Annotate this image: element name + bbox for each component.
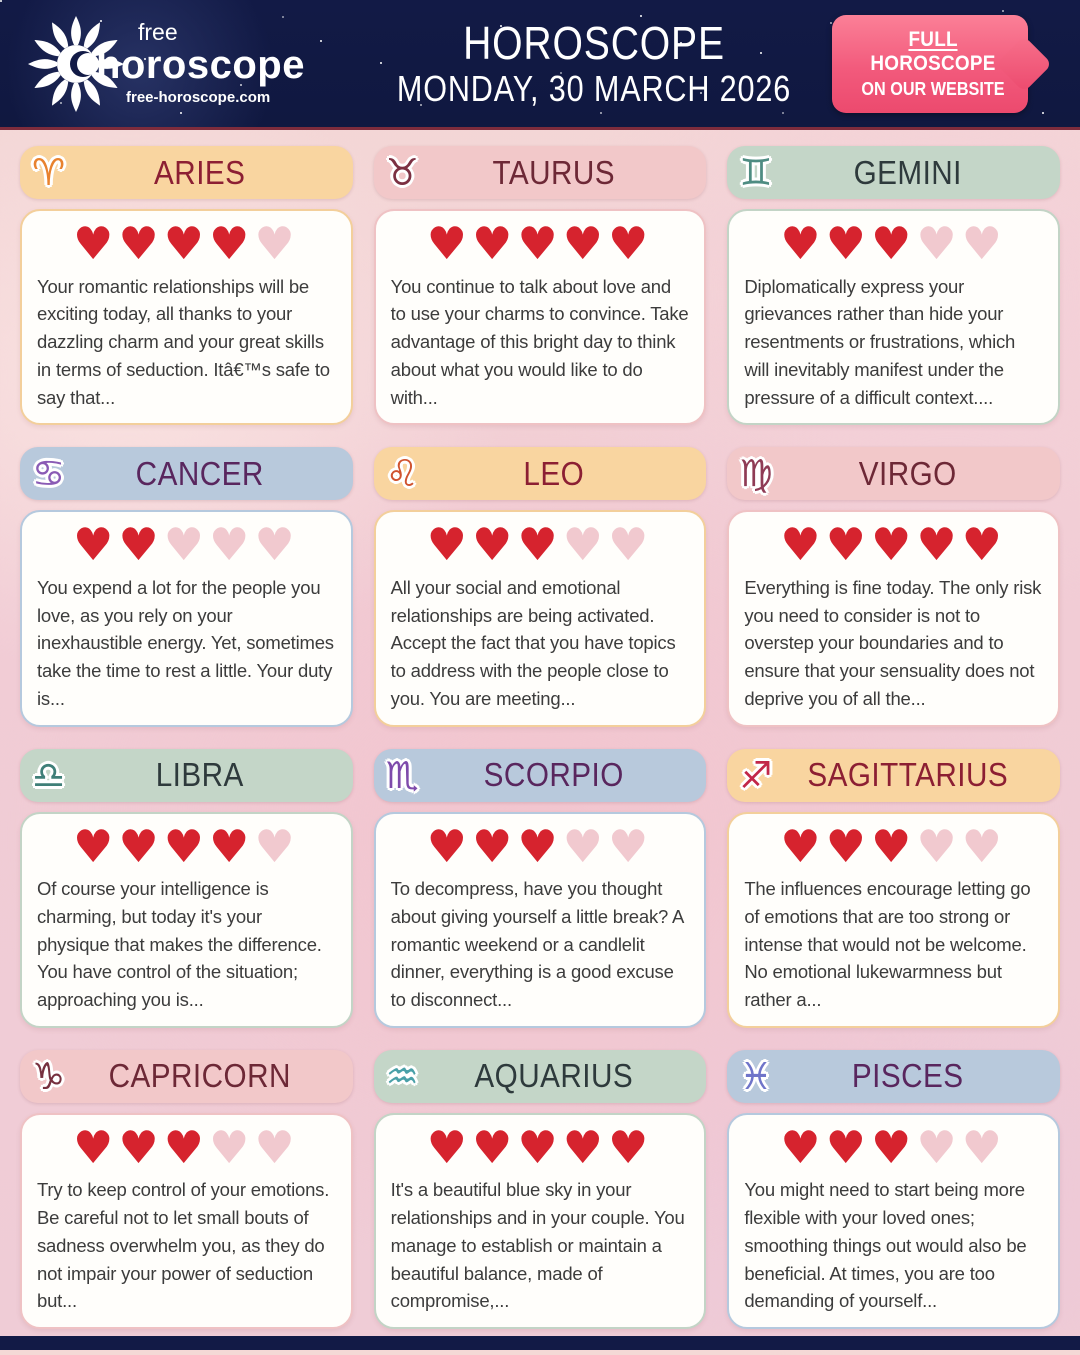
sign-description: Of course your intelligence is charming, but today it's your physique that makes the difference. You have control of the situation; approaching you is... <box>37 878 322 1010</box>
heart-rating <box>391 1120 690 1174</box>
page-title-date: MONDAY, 30 MARCH 2026 <box>396 68 792 110</box>
cancer-crab-icon: ♋ <box>32 452 66 496</box>
sign-section <box>374 146 707 425</box>
footer-bar <box>0 1336 1080 1350</box>
sign-name: AQUARIUS <box>474 1057 633 1095</box>
sign-card <box>374 812 707 1028</box>
heart-icon: ♥ <box>961 819 1008 873</box>
capricorn-goat-icon: ♑ <box>32 1054 66 1098</box>
sign-description: Your romantic relationships will be exciting today, all thanks to your dazzling charm and your great skills in terms of seduction. Itâ€™s safe to say that... <box>37 275 330 408</box>
sign-name: SAGITTARIUS <box>806 756 1008 793</box>
star-field <box>0 0 2 2</box>
libra-scales-icon: ♎ <box>32 753 66 797</box>
sagittarius-bow-icon: ♐ <box>739 753 773 797</box>
sign-section <box>374 1050 707 1329</box>
sign-card <box>727 1113 1060 1329</box>
sign-header[interactable] <box>374 1050 707 1103</box>
heart-rating <box>744 219 1043 269</box>
sign-description: The influences encourage letting go of emotions that are too strong or intense that would not be welcome. No emotional lukewarmness but rather a... <box>744 878 1031 1010</box>
heart-icon: ♥ <box>426 819 472 873</box>
cta-line1 <box>857 28 1010 76</box>
sign-header[interactable] <box>20 146 353 199</box>
heart-rating <box>37 1120 336 1174</box>
heart-icon: ♥ <box>517 518 563 572</box>
sign-name: PISCES <box>851 1057 964 1095</box>
heart-icon: ♥ <box>118 819 164 873</box>
sign-name: LIBRA <box>155 756 244 793</box>
heart-icon: ♥ <box>870 819 917 873</box>
heart-icon: ♥ <box>209 819 255 873</box>
sign-name: VIRGO <box>858 454 957 492</box>
heart-icon: ♥ <box>825 819 871 873</box>
heart-icon: ♥ <box>608 1120 654 1174</box>
leo-lion-icon: ♌ <box>385 452 419 496</box>
heart-icon: ♥ <box>426 518 472 572</box>
sign-section <box>727 447 1060 726</box>
heart-icon: ♥ <box>825 217 871 270</box>
heart-icon: ♥ <box>118 1120 164 1174</box>
heart-icon: ♥ <box>825 518 871 572</box>
page-title-main: HOROSCOPE <box>463 16 725 69</box>
heart-icon: ♥ <box>254 819 300 873</box>
sign-name: ARIES <box>154 153 246 191</box>
sign-description: You continue to talk about love and to use your charms to convince. Take advantage of this bright day to think about what you would like to do with... <box>390 275 689 408</box>
heart-icon: ♥ <box>517 1120 563 1174</box>
sign-description: It's a beautiful blue sky in your relationships and in your couple. You manage to establish or maintain a beautiful balance, made of compromise,... <box>390 1179 685 1312</box>
sign-card <box>20 1113 353 1329</box>
sign-card <box>727 510 1060 726</box>
sign-header[interactable] <box>374 749 707 802</box>
logo-domain-label: free-horoscope.com <box>126 89 271 106</box>
sign-header[interactable] <box>374 146 707 199</box>
heart-rating <box>37 819 336 873</box>
heart-icon: ♥ <box>118 518 164 572</box>
sign-card <box>20 510 353 726</box>
sign-section <box>727 1050 1060 1329</box>
heart-rating <box>391 219 690 269</box>
heart-icon: ♥ <box>916 518 962 572</box>
site-logo[interactable] <box>26 14 356 114</box>
heart-icon: ♥ <box>517 217 563 270</box>
cta-rest-word: HOROSCOPE <box>870 51 996 75</box>
horoscope-grid <box>0 130 1080 1355</box>
heart-icon: ♥ <box>608 819 654 873</box>
heart-icon: ♥ <box>870 217 917 270</box>
sign-description: You expend a lot for the people you love, as you rely on your inexhaustible energy. Yet, sometimes take the time to rest a little. Your duty is... <box>37 576 334 709</box>
heart-icon: ♥ <box>608 518 654 572</box>
sign-header[interactable] <box>727 1050 1060 1103</box>
heart-rating <box>744 520 1043 570</box>
heart-icon: ♥ <box>961 217 1008 270</box>
sign-card <box>374 1113 707 1329</box>
sign-card <box>20 209 353 425</box>
heart-icon: ♥ <box>72 518 119 572</box>
heart-icon: ♥ <box>780 217 826 270</box>
sign-description: To decompress, have you thought about giving yourself a little break? A romantic weekend or a candlelit dinner, everything is a good excuse to disconnect... <box>390 878 684 1010</box>
sign-description: Diplomatically express your grievances rather than hide your resentments or frustrations, which will inevitably manifest under the pressure of a difficult context.... <box>744 275 1016 408</box>
sign-card <box>374 209 707 425</box>
heart-icon: ♥ <box>72 819 119 873</box>
heart-icon: ♥ <box>426 1120 472 1174</box>
sign-section <box>727 749 1060 1028</box>
scorpio-scorpion-icon: ♏ <box>385 753 419 797</box>
heart-icon: ♥ <box>426 217 472 270</box>
header <box>0 0 1080 130</box>
heart-icon: ♥ <box>118 217 164 270</box>
heart-rating <box>391 520 690 570</box>
sign-header[interactable] <box>727 749 1060 802</box>
heart-icon: ♥ <box>254 1120 300 1174</box>
sign-description: All your social and emotional relationships are being activated. Accept the fact that you have topics to address with the people close to you. You are meeting... <box>390 576 676 709</box>
heart-icon: ♥ <box>780 518 826 572</box>
cta-full-word: FULL <box>908 27 958 51</box>
heart-icon: ♥ <box>870 518 917 572</box>
cta-line2: ON OUR WEBSITE <box>861 78 1005 99</box>
sign-section <box>727 146 1060 425</box>
heart-icon: ♥ <box>209 217 255 270</box>
heart-icon: ♥ <box>471 819 518 873</box>
sign-name: CANCER <box>135 454 264 492</box>
gemini-masks-icon: ♊ <box>739 151 773 194</box>
heart-icon: ♥ <box>562 819 608 873</box>
heart-icon: ♥ <box>209 518 255 572</box>
heart-icon: ♥ <box>471 217 518 270</box>
sign-header[interactable] <box>20 749 353 802</box>
sign-description: You might need to start being more flexible with your loved ones; smoothing things out would also be beneficial. At times, you are too demanding of yourself... <box>744 1179 1027 1312</box>
sign-header[interactable] <box>374 447 707 500</box>
heart-icon: ♥ <box>209 1120 255 1174</box>
sign-card <box>374 510 707 726</box>
sign-card <box>20 812 353 1028</box>
heart-icon: ♥ <box>562 217 608 270</box>
sign-description: Try to keep control of your emotions. Be careful not to let small bouts of sadness overwhelm you, as they do not impair your power of seduction but... <box>37 1179 330 1312</box>
heart-icon: ♥ <box>562 518 608 572</box>
heart-icon: ♥ <box>72 217 119 270</box>
aquarius-jug-icon: ♒ <box>385 1054 419 1098</box>
heart-icon: ♥ <box>916 217 962 270</box>
heart-icon: ♥ <box>916 819 962 873</box>
pisces-fish-icon: ♓ <box>739 1054 773 1098</box>
virgo-maiden-icon: ♍ <box>739 452 773 496</box>
heart-icon: ♥ <box>961 1120 1008 1174</box>
heart-rating <box>37 520 336 570</box>
taurus-bull-icon: ♉ <box>385 151 419 194</box>
heart-icon: ♥ <box>254 217 300 270</box>
heart-rating <box>391 819 690 873</box>
sign-name: TAURUS <box>492 153 615 191</box>
sign-header[interactable] <box>727 146 1060 199</box>
heart-icon: ♥ <box>562 1120 608 1174</box>
sign-header[interactable] <box>20 1050 353 1103</box>
heart-icon: ♥ <box>825 1120 871 1174</box>
sign-description: Everything is fine today. The only risk you need to consider is not to overstep your boundaries and to ensure that your sensuality does not deprive you of all the... <box>744 576 1042 709</box>
heart-icon: ♥ <box>254 518 300 572</box>
sign-card <box>727 812 1060 1028</box>
sign-header[interactable] <box>727 447 1060 500</box>
heart-rating <box>744 1120 1043 1174</box>
sign-name: CAPRICORN <box>108 1057 292 1095</box>
heart-icon: ♥ <box>780 1120 826 1174</box>
heart-icon: ♥ <box>608 217 654 270</box>
heart-icon: ♥ <box>517 819 563 873</box>
page-title <box>392 18 797 110</box>
heart-icon: ♥ <box>471 518 518 572</box>
heart-icon: ♥ <box>471 1120 518 1174</box>
sign-section <box>374 447 707 726</box>
logo-free-label: free <box>138 19 178 45</box>
sign-name: GEMINI <box>853 153 962 191</box>
logo-text <box>96 21 305 106</box>
heart-icon: ♥ <box>163 819 209 873</box>
sign-section <box>20 1050 353 1329</box>
sign-section <box>20 447 353 726</box>
heart-icon: ♥ <box>72 1120 119 1174</box>
heart-icon: ♥ <box>916 1120 962 1174</box>
logo-brand-label: horoscope <box>96 43 305 87</box>
heart-icon: ♥ <box>780 819 826 873</box>
heart-rating <box>37 219 336 269</box>
aries-ram-icon: ♈ <box>32 151 66 194</box>
sign-section <box>20 146 353 425</box>
heart-icon: ♥ <box>961 518 1008 572</box>
sign-name: LEO <box>523 454 584 492</box>
heart-icon: ♥ <box>163 1120 209 1174</box>
heart-icon: ♥ <box>870 1120 917 1174</box>
sign-card <box>727 209 1060 425</box>
heart-icon: ♥ <box>163 217 209 270</box>
full-horoscope-button[interactable] <box>832 15 1028 113</box>
heart-icon: ♥ <box>163 518 209 572</box>
sign-section <box>20 749 353 1028</box>
sign-header[interactable] <box>20 447 353 500</box>
heart-rating <box>744 819 1043 873</box>
sign-name: SCORPIO <box>483 756 624 793</box>
sign-section <box>374 749 707 1028</box>
